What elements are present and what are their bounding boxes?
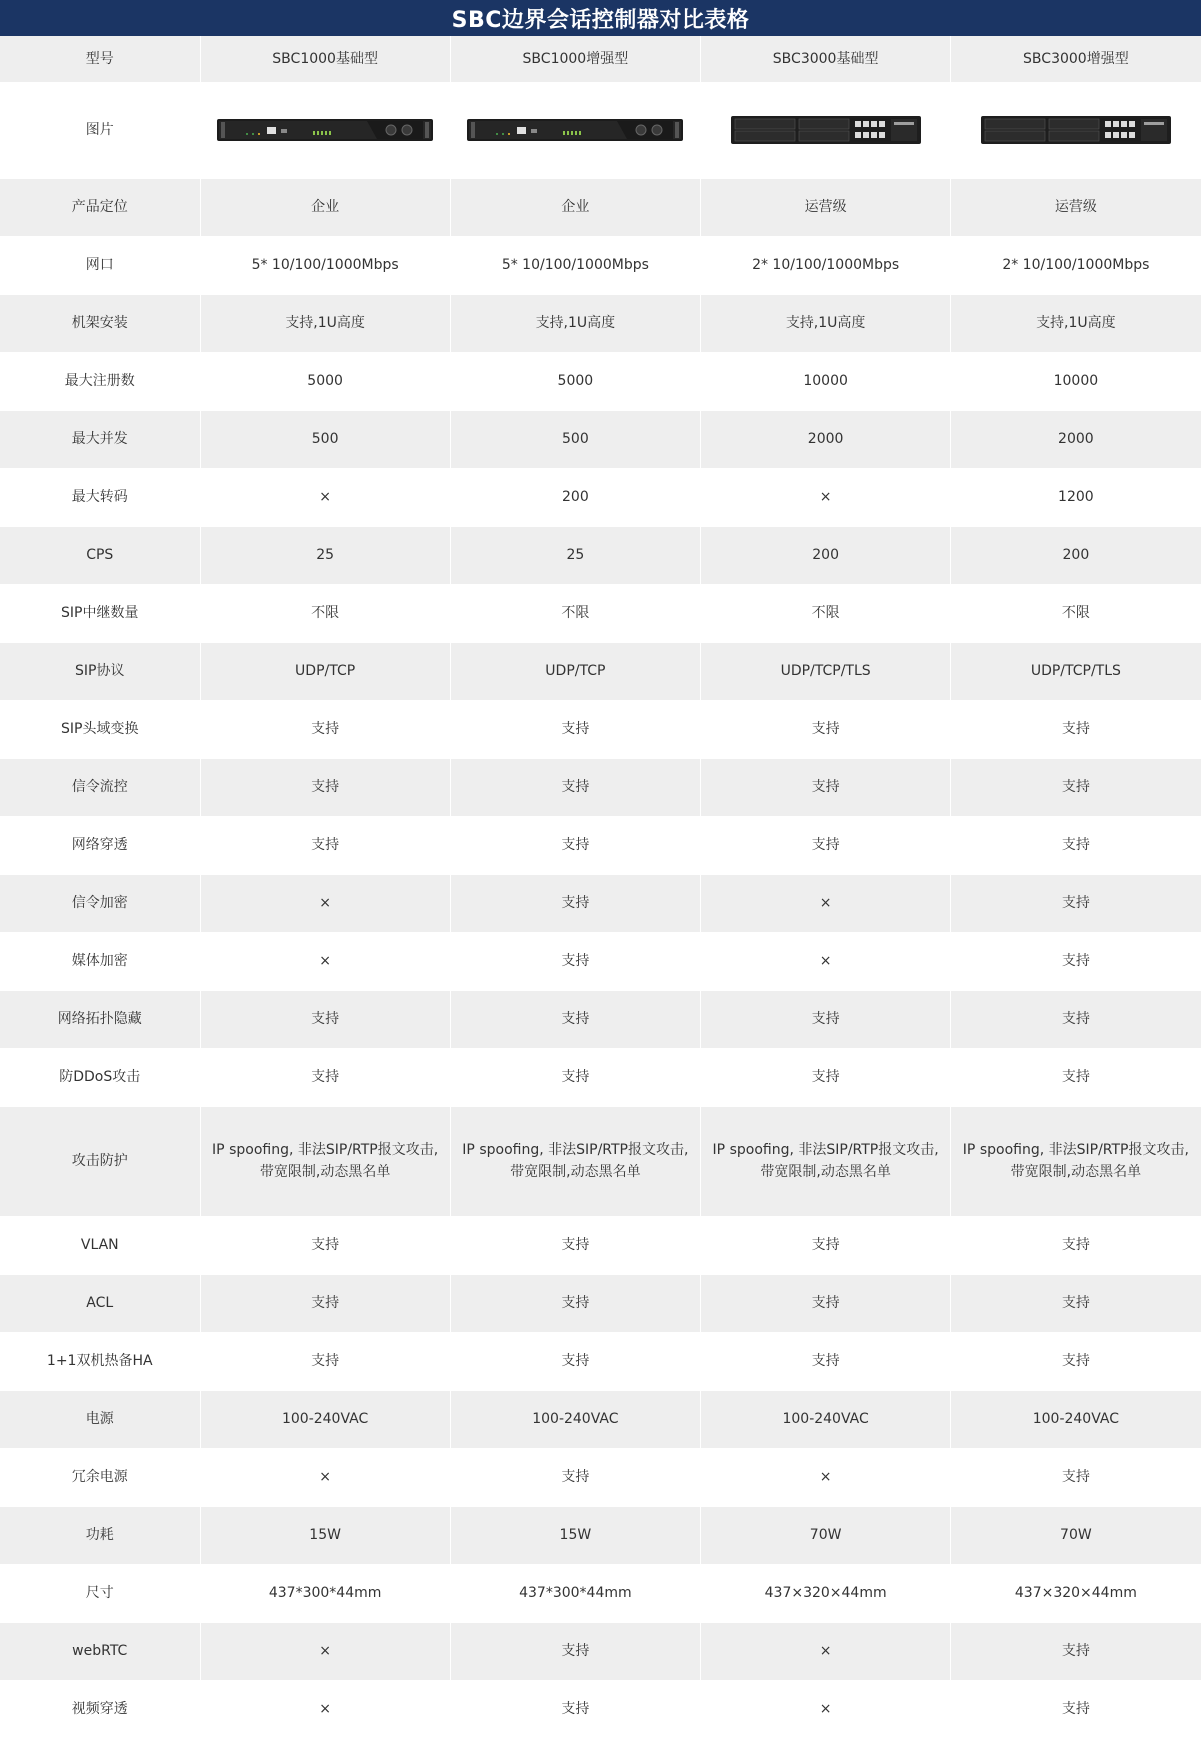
- table-cell: UDP/TCP/TLS: [951, 642, 1201, 700]
- model-name: SBC1000增强型: [450, 36, 700, 82]
- table-cell: 不限: [450, 584, 700, 642]
- table-cell: 1200: [951, 468, 1201, 526]
- table-cell: 支持,1U高度: [951, 294, 1201, 352]
- table-row: [0, 178, 1201, 236]
- table-cell: 支持,1U高度: [200, 294, 450, 352]
- comparison-table-body: [0, 36, 1201, 1738]
- table-cell: 支持: [701, 1332, 951, 1390]
- table-cell: IP spoofing, 非法SIP/RTP报文攻击, 带宽限制,动态黑名单: [200, 1106, 450, 1216]
- table-cell: 437*300*44mm: [450, 1564, 700, 1622]
- table-cell: 支持: [450, 1048, 700, 1106]
- table-row: [0, 700, 1201, 758]
- table-cell: 支持: [701, 1216, 951, 1274]
- comparison-table: [0, 36, 1201, 1739]
- table-row: [0, 1274, 1201, 1332]
- row-label: 图片: [0, 82, 200, 178]
- table-cell: ×: [200, 1622, 450, 1680]
- table-cell: 支持: [200, 816, 450, 874]
- device-image-cell: [450, 82, 700, 178]
- row-label: 1+1双机热备HA: [0, 1332, 200, 1390]
- table-cell: 支持,1U高度: [450, 294, 700, 352]
- table-row: [0, 932, 1201, 990]
- table-cell: 支持: [200, 758, 450, 816]
- row-label: VLAN: [0, 1216, 200, 1274]
- table-row: [0, 410, 1201, 468]
- table-cell: 企业: [200, 178, 450, 236]
- table-cell: 支持: [701, 758, 951, 816]
- table-cell: 支持: [450, 1332, 700, 1390]
- row-label: 最大转码: [0, 468, 200, 526]
- row-label: 视频穿透: [0, 1680, 200, 1738]
- table-cell: 100-240VAC: [200, 1390, 450, 1448]
- row-label: 产品定位: [0, 178, 200, 236]
- table-cell: UDP/TCP: [200, 642, 450, 700]
- table-cell: 2* 10/100/1000Mbps: [701, 236, 951, 294]
- table-cell: 支持: [200, 1274, 450, 1332]
- table-row: [0, 990, 1201, 1048]
- table-cell: 437×320×44mm: [951, 1564, 1201, 1622]
- table-cell: 企业: [450, 178, 700, 236]
- table-row: [0, 1048, 1201, 1106]
- table-cell: IP spoofing, 非法SIP/RTP报文攻击, 带宽限制,动态黑名单: [951, 1106, 1201, 1216]
- sbc1000-device-image: [217, 115, 433, 145]
- row-label: 攻击防护: [0, 1106, 200, 1216]
- table-cell: ×: [200, 1448, 450, 1506]
- table-cell: 15W: [450, 1506, 700, 1564]
- table-cell: 支持: [450, 700, 700, 758]
- table-cell: 支持: [450, 758, 700, 816]
- table-cell: ×: [200, 874, 450, 932]
- table-cell: 支持: [951, 700, 1201, 758]
- row-label: 网口: [0, 236, 200, 294]
- row-label: SIP头域变换: [0, 700, 200, 758]
- row-label: 网络拓扑隐藏: [0, 990, 200, 1048]
- table-cell: 支持: [951, 1216, 1201, 1274]
- table-cell: 2000: [701, 410, 951, 468]
- table-row: [0, 468, 1201, 526]
- row-label: webRTC: [0, 1622, 200, 1680]
- table-cell: 支持: [951, 932, 1201, 990]
- table-row: [0, 584, 1201, 642]
- table-cell: 5* 10/100/1000Mbps: [200, 236, 450, 294]
- row-label: 信令流控: [0, 758, 200, 816]
- table-row: [0, 642, 1201, 700]
- row-label: 功耗: [0, 1506, 200, 1564]
- row-label: 防DDoS攻击: [0, 1048, 200, 1106]
- table-cell: 200: [701, 526, 951, 584]
- table-cell: 不限: [951, 584, 1201, 642]
- device-image-cell: [951, 82, 1201, 178]
- table-row: [0, 1216, 1201, 1274]
- table-cell: 支持: [951, 1680, 1201, 1738]
- table-cell: ×: [701, 1680, 951, 1738]
- sbc3000-device-image: [981, 113, 1171, 147]
- table-cell: 支持: [450, 874, 700, 932]
- table-cell: 支持: [951, 1332, 1201, 1390]
- table-cell: 15W: [200, 1506, 450, 1564]
- table-cell: ×: [701, 1448, 951, 1506]
- table-cell: ×: [701, 468, 951, 526]
- image-row: [0, 82, 1201, 178]
- table-cell: UDP/TCP/TLS: [701, 642, 951, 700]
- table-cell: 70W: [701, 1506, 951, 1564]
- table-row: [0, 1448, 1201, 1506]
- table-cell: 200: [450, 468, 700, 526]
- row-label: SIP中继数量: [0, 584, 200, 642]
- table-cell: 100-240VAC: [450, 1390, 700, 1448]
- table-cell: 100-240VAC: [701, 1390, 951, 1448]
- page-title: SBC边界会话控制器对比表格: [0, 0, 1201, 36]
- table-row: [0, 352, 1201, 410]
- table-cell: 70W: [951, 1506, 1201, 1564]
- table-cell: 支持,1U高度: [701, 294, 951, 352]
- table-row: [0, 1622, 1201, 1680]
- table-row: [0, 1680, 1201, 1738]
- table-cell: 支持: [200, 1048, 450, 1106]
- sbc1000-device-image: [467, 115, 683, 145]
- table-cell: 2000: [951, 410, 1201, 468]
- table-cell: 支持: [450, 990, 700, 1048]
- table-cell: 100-240VAC: [951, 1390, 1201, 1448]
- table-row: [0, 1564, 1201, 1622]
- table-cell: 支持: [951, 758, 1201, 816]
- row-label: 最大并发: [0, 410, 200, 468]
- table-cell: ×: [200, 468, 450, 526]
- table-cell: 25: [200, 526, 450, 584]
- row-label: 电源: [0, 1390, 200, 1448]
- table-cell: ×: [701, 1622, 951, 1680]
- row-label: 尺寸: [0, 1564, 200, 1622]
- table-cell: 支持: [701, 1274, 951, 1332]
- table-cell: 5* 10/100/1000Mbps: [450, 236, 700, 294]
- row-label: 网络穿透: [0, 816, 200, 874]
- row-label: 最大注册数: [0, 352, 200, 410]
- table-row: [0, 526, 1201, 584]
- table-cell: ×: [200, 932, 450, 990]
- table-cell: 支持: [701, 816, 951, 874]
- table-cell: 支持: [450, 1680, 700, 1738]
- table-cell: 支持: [951, 1274, 1201, 1332]
- model-name: SBC3000增强型: [951, 36, 1201, 82]
- table-row: [0, 294, 1201, 352]
- table-cell: 10000: [951, 352, 1201, 410]
- table-cell: 支持: [951, 1048, 1201, 1106]
- table-cell: 200: [951, 526, 1201, 584]
- row-label: 媒体加密: [0, 932, 200, 990]
- table-cell: ×: [701, 932, 951, 990]
- table-cell: 2* 10/100/1000Mbps: [951, 236, 1201, 294]
- table-row: [0, 874, 1201, 932]
- table-cell: 437×320×44mm: [701, 1564, 951, 1622]
- table-cell: 支持: [701, 700, 951, 758]
- table-row: [0, 1390, 1201, 1448]
- header-row: [0, 36, 1201, 82]
- table-cell: ×: [701, 874, 951, 932]
- table-cell: 支持: [450, 1216, 700, 1274]
- table-cell: 支持: [450, 816, 700, 874]
- table-cell: 运营级: [701, 178, 951, 236]
- table-cell: 25: [450, 526, 700, 584]
- table-cell: 支持: [450, 1448, 700, 1506]
- sbc3000-device-image: [731, 113, 921, 147]
- table-cell: 5000: [200, 352, 450, 410]
- table-cell: 支持: [200, 1332, 450, 1390]
- row-label: 冗余电源: [0, 1448, 200, 1506]
- row-label: 机架安装: [0, 294, 200, 352]
- table-row: [0, 1332, 1201, 1390]
- table-row: [0, 1106, 1201, 1216]
- table-cell: 支持: [701, 990, 951, 1048]
- table-cell: 437*300*44mm: [200, 1564, 450, 1622]
- table-row: [0, 1506, 1201, 1564]
- table-row: [0, 236, 1201, 294]
- table-cell: 支持: [200, 700, 450, 758]
- table-cell: 支持: [450, 1274, 700, 1332]
- table-cell: UDP/TCP: [450, 642, 700, 700]
- table-cell: 支持: [951, 1622, 1201, 1680]
- table-cell: 支持: [200, 990, 450, 1048]
- table-cell: 运营级: [951, 178, 1201, 236]
- table-cell: IP spoofing, 非法SIP/RTP报文攻击, 带宽限制,动态黑名单: [450, 1106, 700, 1216]
- row-label: 信令加密: [0, 874, 200, 932]
- table-cell: 支持: [951, 816, 1201, 874]
- table-cell: 支持: [450, 932, 700, 990]
- table-cell: 500: [450, 410, 700, 468]
- table-cell: 不限: [701, 584, 951, 642]
- table-row: [0, 758, 1201, 816]
- table-row: [0, 816, 1201, 874]
- table-cell: ×: [200, 1680, 450, 1738]
- model-name: SBC3000基础型: [701, 36, 951, 82]
- table-cell: 支持: [951, 874, 1201, 932]
- device-image-cell: [701, 82, 951, 178]
- header-label: 型号: [0, 36, 200, 82]
- table-cell: IP spoofing, 非法SIP/RTP报文攻击, 带宽限制,动态黑名单: [701, 1106, 951, 1216]
- table-cell: 500: [200, 410, 450, 468]
- model-name: SBC1000基础型: [200, 36, 450, 82]
- table-cell: 支持: [450, 1622, 700, 1680]
- table-cell: 支持: [200, 1216, 450, 1274]
- row-label: CPS: [0, 526, 200, 584]
- table-cell: 5000: [450, 352, 700, 410]
- device-image-cell: [200, 82, 450, 178]
- table-cell: 不限: [200, 584, 450, 642]
- table-cell: 支持: [701, 1048, 951, 1106]
- table-cell: 10000: [701, 352, 951, 410]
- row-label: SIP协议: [0, 642, 200, 700]
- table-cell: 支持: [951, 990, 1201, 1048]
- row-label: ACL: [0, 1274, 200, 1332]
- table-cell: 支持: [951, 1448, 1201, 1506]
